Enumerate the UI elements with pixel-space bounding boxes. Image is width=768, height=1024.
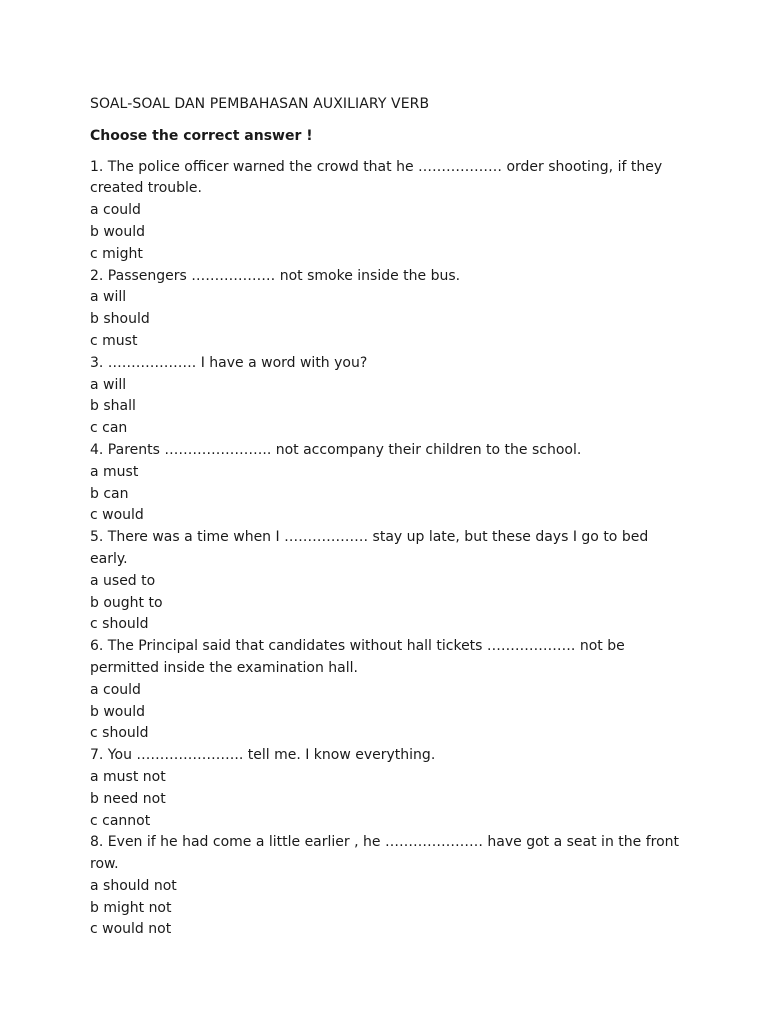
answer-option-b: b shall <box>90 398 136 415</box>
answer-option-b: b ought to <box>90 594 163 611</box>
question-5 <box>90 527 690 636</box>
question-7 <box>90 745 690 832</box>
answer-option-c: c must <box>90 332 138 349</box>
page-title: SOAL-SOAL DAN PEMBAHASAN AUXILIARY VERB <box>90 96 430 112</box>
document-body <box>90 94 690 941</box>
question-text: 3. ………………. I have a word with you? <box>90 354 368 371</box>
answer-option-b: b need not <box>90 790 166 807</box>
answer-option-c: c should <box>90 725 149 742</box>
answer-option-c: c might <box>90 245 143 262</box>
answer-option-a: a will <box>90 376 127 393</box>
answer-option-b: b can <box>90 485 129 502</box>
answer-option-a: a could <box>90 681 141 698</box>
instruction-text: Choose the correct answer ! <box>90 127 313 144</box>
answer-option-b: b might not <box>90 899 172 916</box>
answer-option-c: c cannot <box>90 812 151 829</box>
answer-option-b: b should <box>90 311 150 328</box>
answer-option-a: a must not <box>90 768 166 785</box>
question-text: 5. There was a time when I ……………… stay up late, but these days I go to bed early. <box>90 529 649 567</box>
question-8 <box>90 832 690 941</box>
answer-option-a: a should not <box>90 877 177 894</box>
answer-option-c: c can <box>90 420 128 437</box>
question-text: 7. You ………………….. tell me. I know everything. <box>90 747 436 764</box>
question-text: 4. Parents ………………….. not accompany their children to the school. <box>90 441 582 458</box>
question-4 <box>90 440 690 527</box>
answer-option-b: b would <box>90 223 146 240</box>
answer-option-c: c would <box>90 507 144 524</box>
answer-option-a: a will <box>90 289 127 306</box>
question-text: 2. Passengers ……………… not smoke inside the bus. <box>90 267 461 284</box>
answer-option-b: b would <box>90 703 146 720</box>
question-6 <box>90 636 690 745</box>
question-3 <box>90 353 690 440</box>
question-1 <box>90 157 690 266</box>
question-2 <box>90 266 690 353</box>
answer-option-a: a must <box>90 463 139 480</box>
question-text: 6. The Principal said that candidates without hall tickets ………………. not be permitted inside the examination hall. <box>90 638 625 676</box>
question-text: 1. The police officer warned the crowd that he ……………… order shooting, if they created trouble. <box>90 158 663 197</box>
answer-option-c: c would not <box>90 921 172 938</box>
question-text: 8. Even if he had come a little earlier , he ………………… have got a seat in the front row. <box>90 834 679 873</box>
answer-option-a: a could <box>90 202 141 219</box>
answer-option-a: a used to <box>90 572 156 589</box>
answer-option-c: c should <box>90 616 149 633</box>
